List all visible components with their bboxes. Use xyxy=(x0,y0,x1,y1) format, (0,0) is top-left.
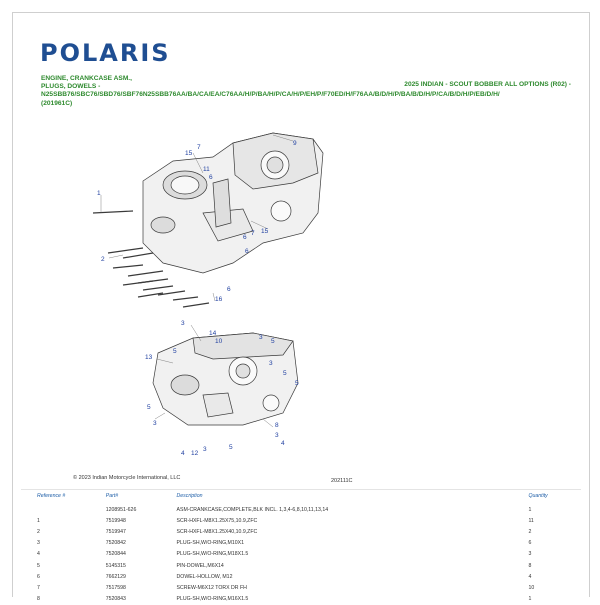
cell-quantity: 6 xyxy=(528,540,532,547)
callout-label: 3 xyxy=(153,420,157,427)
parts-page xyxy=(12,12,590,603)
table-row xyxy=(33,504,573,515)
cell-reference: 7 xyxy=(37,584,40,591)
callout-label: 5 xyxy=(283,370,287,377)
callout-label: 4 xyxy=(181,450,185,457)
callout-label: 15 xyxy=(185,150,193,157)
cell-description: SCR-HXFL-M8X1.25X40,10.9,ZFC xyxy=(176,528,258,535)
cell-quantity: 11 xyxy=(528,517,534,524)
polaris-logo: POLARIS xyxy=(40,39,171,67)
callout-label: 8 xyxy=(275,422,279,429)
cell-reference: 2 xyxy=(37,528,40,535)
cell-quantity: 2 xyxy=(528,528,532,535)
cell-part-number: 1208951-626 xyxy=(105,506,137,513)
cell-part-number: 5145315 xyxy=(105,562,126,569)
table-row xyxy=(33,538,573,549)
cell-description: PLUG-SH,W/O-RING,M18X1.5 xyxy=(176,551,249,558)
callout-label: 16 xyxy=(215,296,223,303)
callout-label: 7 xyxy=(197,144,201,151)
table-row xyxy=(33,571,573,582)
table-row xyxy=(33,515,573,526)
cell-description: SCREW-M6X12 TORX DR FH xyxy=(176,584,247,591)
cell-description: ASM-CRANKCASE,COMPLETE,BLK INCL. 1,3,4-6,8,10,11,13,14 xyxy=(176,506,329,513)
cell-reference: 5 xyxy=(37,562,40,569)
cell-quantity: 3 xyxy=(528,551,532,558)
callout-label: 5 xyxy=(271,338,275,345)
callout-label: 3 xyxy=(269,360,273,367)
callout-label: 6 xyxy=(245,248,249,255)
lower-crankcase-drawing xyxy=(153,333,298,425)
callout-label: 5 xyxy=(229,444,233,451)
cell-description: PIN-DOWEL,M6X14 xyxy=(176,562,224,569)
copyright-text: © 2023 Indian Motorcycle International, LLC xyxy=(73,475,181,481)
table-row xyxy=(33,549,573,560)
callout-label: 6 xyxy=(243,234,247,241)
callout-label: 6 xyxy=(227,286,231,293)
callout-label: 5 xyxy=(147,404,151,411)
assembly-title-line: ENGINE, CRANKCASE ASM., xyxy=(41,75,132,82)
cell-reference: 3 xyxy=(37,540,40,547)
cell-part-number: 7520842 xyxy=(105,540,126,547)
cell-description: DOWEL-HOLLOW, M12 xyxy=(176,573,233,580)
callout-label: 7 xyxy=(251,230,255,237)
assembly-title-line: N25SBB76/SBC76/SBD76/SBF76N25SBB76AA/BA/CA/EA/C76AA/H/P/BA/H/P/CA/H/P/EH/P/F70ED/H/F76AA/B/D/H/P/BA/B/D/H/P/CA/B/D/H/P/EB/D/H/ xyxy=(41,91,500,99)
callout-label: 11 xyxy=(203,166,210,173)
callout-label: 12 xyxy=(191,450,199,457)
callout-label: 3 xyxy=(259,334,263,341)
cell-reference: 4 xyxy=(37,551,40,558)
callout-label: 3 xyxy=(275,432,279,439)
callout-label: 14 xyxy=(209,330,217,337)
callout-label: 2 xyxy=(101,256,105,263)
callout-label: 5 xyxy=(173,348,177,355)
cell-part-number: 7517598 xyxy=(105,584,126,591)
cell-part-number: 7662129 xyxy=(105,573,126,580)
cell-part-number: 7520843 xyxy=(105,596,126,603)
table-row xyxy=(33,594,573,605)
figure-id: 202111C xyxy=(331,478,353,484)
cell-description: PLUG-SH,W/O-RING,M10X1 xyxy=(176,540,244,547)
column-header-description: Description xyxy=(176,493,203,499)
assembly-title-line: PLUGS, DOWELS - xyxy=(41,83,101,91)
cell-reference xyxy=(33,504,102,515)
parts-table-body xyxy=(33,504,573,605)
table-row xyxy=(33,582,573,593)
callout-label: 4 xyxy=(281,440,285,447)
cell-quantity: 10 xyxy=(528,584,535,591)
assembly-title-line: (201961C) xyxy=(41,99,73,107)
callout-label: 3 xyxy=(203,446,207,453)
upper-crankcase-drawing xyxy=(143,133,323,273)
callout-label: 10 xyxy=(215,338,223,345)
cell-part-number: 7519947 xyxy=(105,528,126,535)
exploded-view-diagram xyxy=(13,113,589,473)
cell-reference: 8 xyxy=(37,596,40,603)
table-row xyxy=(33,526,573,537)
table-row xyxy=(33,560,573,571)
callout-label: 15 xyxy=(261,228,269,235)
cell-reference: 1 xyxy=(37,517,40,524)
callout-label: 1 xyxy=(97,190,101,197)
cell-part-number: 7519948 xyxy=(105,517,126,524)
cell-quantity: 1 xyxy=(528,596,532,603)
model-title: 2025 INDIAN - SCOUT BOBBER ALL OPTIONS (R02) - xyxy=(404,81,571,88)
cell-reference: 6 xyxy=(37,573,40,580)
callout-label: 13 xyxy=(145,354,153,361)
cell-description: PLUG-SH,W/O-RING,M16X1.5 xyxy=(176,596,249,603)
callout-label: 5 xyxy=(295,380,299,387)
cell-quantity: 8 xyxy=(528,562,532,569)
column-header-part: Part# xyxy=(105,493,119,499)
callout-label: 6 xyxy=(209,174,213,181)
column-header-quantity: Quantity xyxy=(528,493,548,499)
callout-label: 3 xyxy=(181,320,185,327)
parts-table xyxy=(33,490,573,605)
table-header-row xyxy=(33,490,573,504)
cell-part-number: 7520844 xyxy=(105,551,126,558)
column-header-reference: Reference # xyxy=(37,493,66,499)
callout-label: 9 xyxy=(293,140,297,147)
cell-description: SCR-HXFL-M8X1.25X75,10.9,ZFC xyxy=(176,517,258,524)
cell-quantity: 1 xyxy=(528,506,532,513)
cell-quantity: 4 xyxy=(528,573,532,580)
